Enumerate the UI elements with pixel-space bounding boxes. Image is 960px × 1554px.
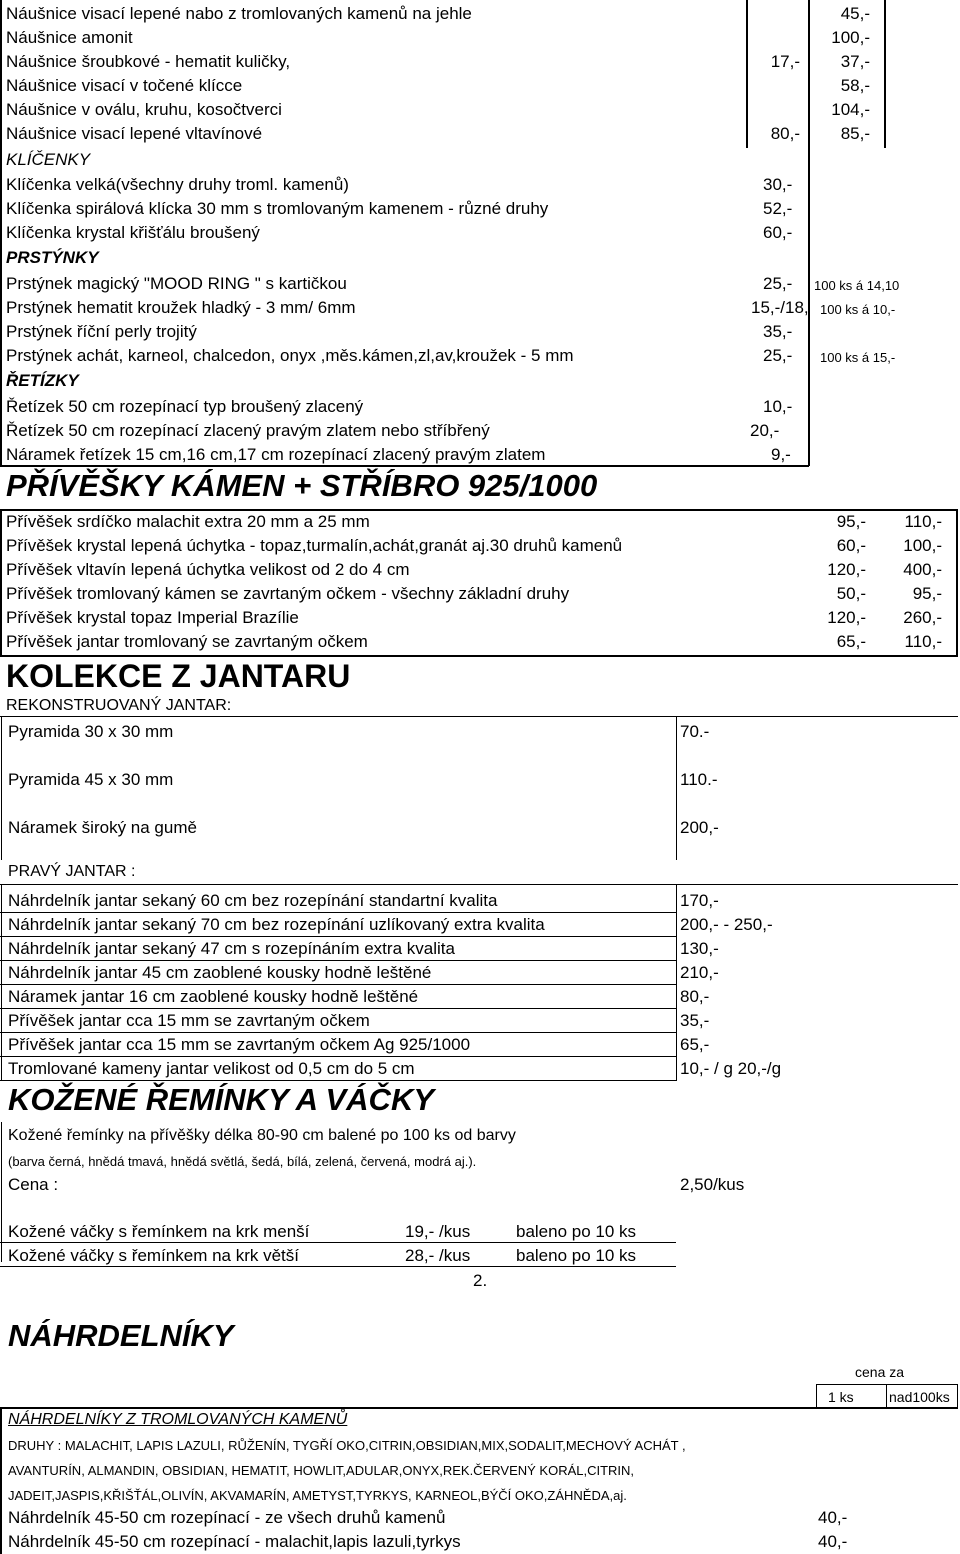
ring-bulk-price: 100 ks á 15,- xyxy=(820,350,896,365)
real-amber-label: PRAVÝ JANTAR : xyxy=(8,863,136,880)
earring-name: Náušnice amonit xyxy=(6,28,133,47)
earring-name: Náušnice šroubkové - hematit kuličky, xyxy=(6,52,291,71)
reconstructed-item-name: Pyramida 30 x 30 mm xyxy=(8,722,174,741)
earring-price-1: 80,- xyxy=(770,124,800,143)
pendant-price-2: 100,- xyxy=(903,536,942,555)
real-amber-item-name: Náhrdelník jantar sekaný 60 cm bez rozepínání standartní kvalita xyxy=(8,891,498,910)
real-amber-item-price: 10,- / g 20,-/g xyxy=(680,1059,782,1078)
chain-name: Řetízek 50 cm rozepínací zlacený pravým zlatem nebo stříbřený xyxy=(6,421,490,440)
necklace-name: Náhrdelník 45-50 cm rozepínací - malachit,lapis lazuli,tyrkys xyxy=(8,1532,461,1551)
real-amber-item-price: 65,- xyxy=(680,1035,710,1054)
reconstructed-item-price: 200,- xyxy=(680,818,719,837)
necklace-name: Náhrdelník 45-50 cm rozepínací - ze všech druhů kamenů xyxy=(8,1508,446,1527)
price-per-header: cena za xyxy=(855,1364,905,1380)
pendants-heading: PŘÍVĚŠKY KÁMEN + STŘÍBRO 925/1000 xyxy=(6,468,598,503)
amber-heading: KOLEKCE Z JANTARU xyxy=(6,658,351,694)
earring-name: Náušnice visací lepené vltavínové xyxy=(6,124,263,143)
rings-heading: PRSTÝNKY xyxy=(6,248,99,267)
earring-price-1: 17,- xyxy=(770,52,800,71)
real-amber-item-name: Náhrdelník jantar sekaný 47 cm s rozepínáním extra kvalita xyxy=(8,939,455,958)
chain-name: Náramek řetízek 15 cm,16 cm,17 cm rozepínací zlacený pravým zlatem xyxy=(6,445,546,464)
real-amber-item-name: Náhrdelník jantar sekaný 70 cm bez rozepínání uzlíkovaný extra kvalita xyxy=(8,915,545,934)
ring-bulk-price: 100 ks á 10,- xyxy=(820,302,896,317)
chain-price: 9,- xyxy=(771,445,791,464)
pendant-price-1: 120,- xyxy=(827,560,866,579)
pendant-price-1: 65,- xyxy=(836,632,866,651)
pendant-name: Přívěšek jantar tromlovaný se zavrtaným očkem xyxy=(6,632,368,651)
bag-pack: baleno po 10 ks xyxy=(516,1222,637,1241)
ring-name: Prstýnek hematit kroužek hladký - 3 mm/ 6mm xyxy=(6,298,356,317)
necklaces-heading: NÁHRDELNÍKY xyxy=(8,1318,234,1353)
stone-kinds: JADEIT,JASPIS,KŘIŠŤÁL,OLIVÍN, AKVAMARÍN, AMETYST,TYRKYS, KARNEOL,BÝČÍ OKO,ZÁHNĚDA,aj. xyxy=(8,1488,627,1503)
ring-price: 25,- xyxy=(763,274,793,293)
pendant-name: Přívěšek vltavín lepená úchytka velikost od 2 do 4 cm xyxy=(6,560,410,579)
earring-name: Náušnice visací lepené nabo z tromlovaných kamenů na jehle xyxy=(6,4,472,23)
earring-price-2: 85,- xyxy=(840,124,870,143)
keyring-price: 60,- xyxy=(763,223,793,242)
earring-price-2: 37,- xyxy=(840,52,870,71)
keyrings-heading: KLÍČENKY xyxy=(6,150,91,169)
leather-colors: (barva černá, hnědá tmavá, hnědá světlá, šedá, bílá, zelená, červená, modrá aj.). xyxy=(8,1154,477,1169)
real-amber-item-price: 200,- - 250,- xyxy=(680,915,773,934)
pendant-price-2: 400,- xyxy=(903,560,942,579)
real-amber-item-price: 210,- xyxy=(680,963,719,982)
real-amber-item-price: 35,- xyxy=(680,1011,710,1030)
keyring-name: Klíčenka spirálová klícka 30 mm s tromlovaným kamenem - různé druhy xyxy=(6,199,549,218)
leather-heading: KOŽENÉ ŘEMÍNKY A VÁČKY xyxy=(8,1082,435,1117)
stone-kinds: AVANTURÍN, ALMANDIN, OBSIDIAN, HEMATIT, HOWLIT,ADULAR,ONYX,REK.ČERVENÝ KORÁL,CITRIN, xyxy=(8,1463,635,1478)
pendant-price-1: 50,- xyxy=(836,584,866,603)
ring-bulk-price: 100 ks á 14,10 xyxy=(814,278,900,293)
pendant-price-1: 60,- xyxy=(836,536,866,555)
ring-name: Prstýnek magický "MOOD RING " s kartičkou xyxy=(6,274,347,293)
pendant-price-1: 95,- xyxy=(836,512,866,531)
chain-price: 10,- xyxy=(763,397,793,416)
pendant-name: Přívěšek krystal topaz Imperial Brazílie xyxy=(6,608,299,627)
necklace-price: 40,- xyxy=(818,1508,848,1527)
ring-price: 15,-/18, xyxy=(751,298,809,317)
ring-price: 25,- xyxy=(763,346,793,365)
price-col-1ks: 1 ks xyxy=(828,1389,854,1405)
bag-name: Kožené váčky s řemínkem na krk menší xyxy=(8,1222,310,1241)
chains-heading: ŘETÍZKY xyxy=(6,371,79,390)
earring-price-2: 58,- xyxy=(840,76,870,95)
earring-name: Náušnice v oválu, kruhu, kosočtverci xyxy=(6,100,282,119)
earring-price-2: 45,- xyxy=(840,4,870,23)
real-amber-item-name: Náhrdelník jantar 45 cm zaoblené kousky hodně leštěné xyxy=(8,963,432,982)
keyring-price: 30,- xyxy=(763,175,793,194)
leather-price: 2,50/kus xyxy=(680,1175,745,1194)
pendant-name: Přívěšek srdíčko malachit extra 20 mm a 25 mm xyxy=(6,512,370,531)
pendant-price-2: 110,- xyxy=(904,632,942,651)
chain-price: 20,- xyxy=(750,421,780,440)
bag-price: 19,- /kus xyxy=(405,1222,471,1241)
stone-kinds: DRUHY : MALACHIT, LAPIS LAZULI, RŮŽENÍN, TYGŘÍ OKO,CITRIN,OBSIDIAN,MIX,SODALIT,MECHOVÝ ACHÁT , xyxy=(8,1438,686,1453)
chain-name: Řetízek 50 cm rozepínací typ broušený zlacený xyxy=(6,397,364,416)
bag-pack: baleno po 10 ks xyxy=(516,1246,637,1265)
pendant-price-2: 95,- xyxy=(912,584,942,603)
ring-price: 35,- xyxy=(763,322,793,341)
keyring-name: Klíčenka velká(všechny druhy troml. kamenů) xyxy=(6,175,349,194)
ring-name: Prstýnek achát, karneol, chalcedon, onyx ,měs.kámen,zl,av,kroužek - 5 mm xyxy=(6,346,574,365)
bag-name: Kožené váčky s řemínkem na krk větší xyxy=(8,1246,299,1265)
bag-price: 28,- /kus xyxy=(405,1246,471,1265)
real-amber-item-name: Náramek jantar 16 cm zaoblené kousky hodně leštěné xyxy=(8,987,419,1006)
reconstructed-item-price: 70.- xyxy=(680,722,710,741)
pendant-price-2: 110,- xyxy=(904,512,942,531)
pendant-price-2: 260,- xyxy=(903,608,942,627)
keyring-name: Klíčenka krystal křišťálu broušený xyxy=(6,223,260,242)
reconstructed-amber-label: REKONSTRUOVANÝ JANTAR: xyxy=(6,697,232,714)
pendant-name: Přívěšek krystal lepená úchytka - topaz,turmalín,achát,granát aj.30 druhů kamenů xyxy=(6,536,623,555)
necklaces-subheading: NÁHRDELNÍKY Z TROMLOVANÝCH KAMENŮ xyxy=(8,1411,348,1428)
reconstructed-item-price: 110.- xyxy=(680,770,718,789)
real-amber-item-price: 170,- xyxy=(680,891,719,910)
real-amber-item-name: Přívěšek jantar cca 15 mm se zavrtaným očkem Ag 925/1000 xyxy=(8,1035,471,1054)
necklace-price: 40,- xyxy=(818,1532,848,1551)
real-amber-item-name: Přívěšek jantar cca 15 mm se zavrtaným očkem xyxy=(8,1011,370,1030)
pendant-price-1: 120,- xyxy=(827,608,866,627)
earring-price-2: 104,- xyxy=(831,100,870,119)
earring-name: Náušnice visací v točené klícce xyxy=(6,76,243,95)
earring-price-2: 100,- xyxy=(831,28,870,47)
real-amber-item-price: 130,- xyxy=(680,939,719,958)
pendant-name: Přívěšek tromlovaný kámen se zavrtaným očkem - všechny základní druhy xyxy=(6,584,570,603)
reconstructed-item-name: Náramek široký na gumě xyxy=(8,818,197,837)
leather-price-label: Cena : xyxy=(8,1175,59,1194)
leather-desc: Kožené řemínky na přívěšky délka 80-90 cm balené po 100 ks od barvy xyxy=(8,1127,516,1144)
reconstructed-item-name: Pyramida 45 x 30 mm xyxy=(8,770,174,789)
ring-name: Prstýnek říční perly trojitý xyxy=(6,322,197,341)
page-number: 2. xyxy=(473,1271,488,1290)
real-amber-item-name: Tromlované kameny jantar velikost od 0,5 cm do 5 cm xyxy=(8,1059,415,1078)
real-amber-item-price: 80,- xyxy=(680,987,710,1006)
price-col-100ks: nad100ks xyxy=(889,1389,950,1405)
keyring-price: 52,- xyxy=(763,199,793,218)
